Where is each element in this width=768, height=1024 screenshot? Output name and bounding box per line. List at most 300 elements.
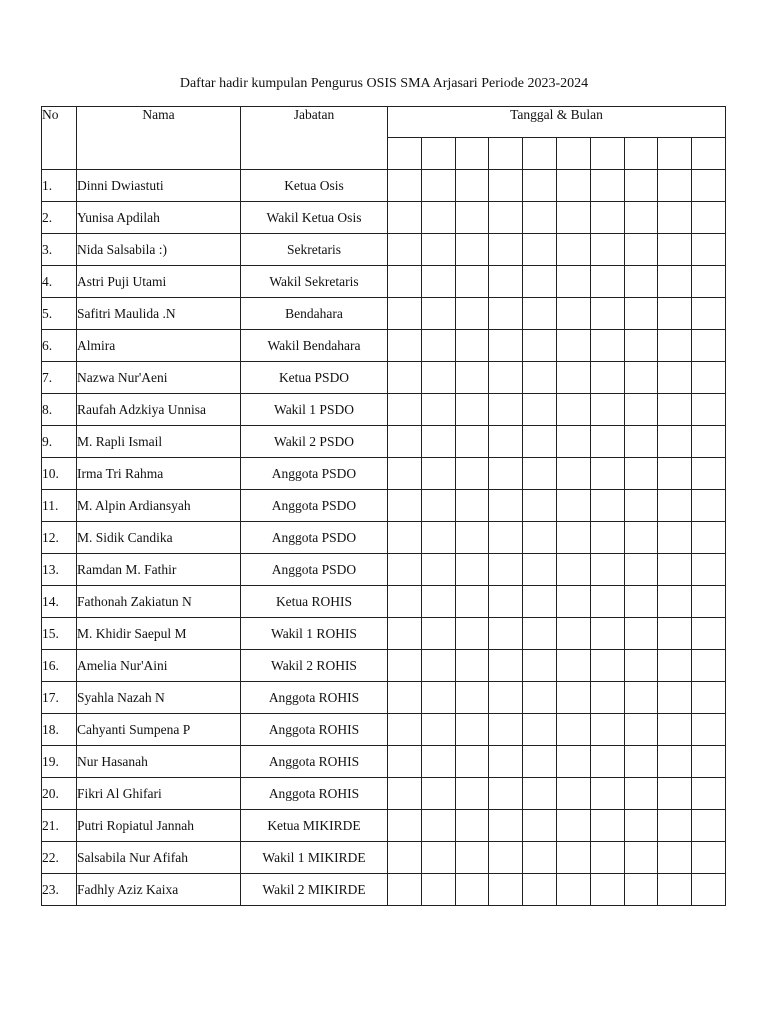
attendance-cell [590,202,624,234]
row-number: 20. [42,778,77,810]
attendance-cell [556,682,590,714]
attendance-cell [692,810,726,842]
attendance-cell [455,394,489,426]
attendance-cell [455,234,489,266]
attendance-cell [692,842,726,874]
attendance-cell [421,170,455,202]
attendance-cell [624,586,658,618]
attendance-cell [658,650,692,682]
attendance-cell [523,874,557,906]
attendance-cell [624,746,658,778]
header-tanggal-bulan: Tanggal & Bulan [388,107,726,138]
header-jabatan: Jabatan [241,107,388,170]
attendance-cell [489,298,523,330]
attendance-cell [421,298,455,330]
date-header-cell [455,138,489,170]
attendance-cell [556,650,590,682]
attendance-cell [523,522,557,554]
attendance-cell [556,170,590,202]
table-row [42,586,726,618]
attendance-cell [455,522,489,554]
attendance-cell [590,778,624,810]
member-position: Ketua PSDO [241,362,388,394]
attendance-cell [388,554,422,586]
attendance-cell [489,490,523,522]
attendance-cell [590,362,624,394]
attendance-cell [489,842,523,874]
member-position: Wakil 1 MIKIRDE [241,842,388,874]
member-name: Fadhly Aziz Kaixa [77,874,241,906]
attendance-cell [692,682,726,714]
date-header-cell [489,138,523,170]
attendance-cell [388,362,422,394]
attendance-cell [658,170,692,202]
date-header-cell [624,138,658,170]
attendance-cell [590,234,624,266]
attendance-cell [556,778,590,810]
attendance-cell [421,234,455,266]
date-header-cell [590,138,624,170]
header-nama: Nama [77,107,241,170]
attendance-cell [388,266,422,298]
attendance-cell [624,874,658,906]
member-name: Almira [77,330,241,362]
row-number: 15. [42,618,77,650]
member-position: Wakil 1 PSDO [241,394,388,426]
attendance-cell [624,714,658,746]
attendance-cell [658,842,692,874]
attendance-cell [658,394,692,426]
attendance-cell [692,586,726,618]
member-name: Salsabila Nur Afifah [77,842,241,874]
attendance-cell [421,778,455,810]
table-row [42,554,726,586]
attendance-cell [692,234,726,266]
member-position: Ketua ROHIS [241,586,388,618]
attendance-cell [624,266,658,298]
attendance-cell [556,266,590,298]
attendance-cell [624,394,658,426]
row-number: 7. [42,362,77,394]
member-name: Cahyanti Sumpena P [77,714,241,746]
attendance-cell [455,650,489,682]
attendance-cell [388,170,422,202]
date-header-cell [692,138,726,170]
attendance-cell [489,650,523,682]
member-name: Irma Tri Rahma [77,458,241,490]
attendance-cell [658,202,692,234]
date-header-cell [556,138,590,170]
member-name: Astri Puji Utami [77,266,241,298]
member-position: Anggota PSDO [241,554,388,586]
attendance-cell [658,234,692,266]
member-position: Wakil 1 ROHIS [241,618,388,650]
attendance-cell [624,330,658,362]
table-row [42,650,726,682]
member-position: Wakil Bendahara [241,330,388,362]
attendance-cell [590,810,624,842]
row-number: 14. [42,586,77,618]
attendance-cell [523,362,557,394]
attendance-cell [590,522,624,554]
table-row [42,618,726,650]
table-row [42,394,726,426]
member-position: Anggota PSDO [241,522,388,554]
member-name: M. Sidik Candika [77,522,241,554]
attendance-cell [489,682,523,714]
attendance-cell [421,362,455,394]
attendance-cell [523,682,557,714]
attendance-cell [692,874,726,906]
attendance-cell [421,554,455,586]
row-number: 4. [42,266,77,298]
member-position: Ketua Osis [241,170,388,202]
attendance-cell [692,362,726,394]
attendance-cell [388,618,422,650]
attendance-cell [388,874,422,906]
member-position: Wakil Ketua Osis [241,202,388,234]
attendance-cell [624,234,658,266]
attendance-cell [455,458,489,490]
attendance-cell [624,362,658,394]
attendance-cell [421,586,455,618]
row-number: 18. [42,714,77,746]
member-position: Wakil 2 ROHIS [241,650,388,682]
attendance-cell [489,458,523,490]
member-position: Sekretaris [241,234,388,266]
attendance-cell [590,746,624,778]
attendance-cell [388,714,422,746]
member-name: Amelia Nur'Aini [77,650,241,682]
attendance-cell [556,298,590,330]
attendance-cell [624,458,658,490]
table-body [42,170,726,906]
attendance-cell [455,298,489,330]
attendance-cell [556,362,590,394]
attendance-cell [590,874,624,906]
row-number: 10. [42,458,77,490]
attendance-cell [692,458,726,490]
attendance-cell [455,362,489,394]
attendance-cell [489,234,523,266]
attendance-cell [421,522,455,554]
attendance-cell [421,394,455,426]
attendance-cell [658,490,692,522]
attendance-cell [455,810,489,842]
table-row [42,842,726,874]
attendance-cell [455,714,489,746]
attendance-cell [455,330,489,362]
attendance-cell [624,554,658,586]
row-number: 11. [42,490,77,522]
table-row [42,490,726,522]
attendance-cell [455,874,489,906]
attendance-cell [590,842,624,874]
member-name: M. Alpin Ardiansyah [77,490,241,522]
table-row [42,426,726,458]
attendance-cell [624,618,658,650]
attendance-cell [523,202,557,234]
attendance-cell [489,202,523,234]
attendance-cell [421,490,455,522]
attendance-cell [523,842,557,874]
date-header-cell [421,138,455,170]
attendance-cell [421,746,455,778]
attendance-cell [556,714,590,746]
table-row [42,458,726,490]
member-position: Anggota ROHIS [241,778,388,810]
attendance-cell [421,650,455,682]
attendance-cell [624,202,658,234]
attendance-cell [658,810,692,842]
row-number: 21. [42,810,77,842]
attendance-cell [388,202,422,234]
attendance-cell [523,714,557,746]
attendance-cell [658,458,692,490]
attendance-cell [624,170,658,202]
row-number: 2. [42,202,77,234]
attendance-cell [692,170,726,202]
attendance-cell [523,810,557,842]
attendance-cell [590,618,624,650]
attendance-cell [590,330,624,362]
attendance-cell [388,490,422,522]
attendance-cell [556,426,590,458]
member-name: Putri Ropiatul Jannah [77,810,241,842]
attendance-cell [556,490,590,522]
attendance-cell [388,522,422,554]
table-row [42,810,726,842]
attendance-cell [455,554,489,586]
member-name: Fikri Al Ghifari [77,778,241,810]
attendance-cell [489,586,523,618]
attendance-cell [455,746,489,778]
attendance-cell [658,874,692,906]
attendance-cell [421,426,455,458]
member-name: Safitri Maulida .N [77,298,241,330]
member-name: Fathonah Zakiatun N [77,586,241,618]
attendance-cell [556,330,590,362]
attendance-cell [489,362,523,394]
attendance-cell [421,202,455,234]
attendance-cell [590,426,624,458]
attendance-cell [658,426,692,458]
row-number: 23. [42,874,77,906]
attendance-cell [489,618,523,650]
attendance-cell [455,490,489,522]
attendance-cell [624,682,658,714]
attendance-cell [388,842,422,874]
attendance-cell [658,618,692,650]
attendance-cell [388,650,422,682]
member-name: Nida Salsabila :) [77,234,241,266]
header-no: No [42,107,77,170]
table-row [42,362,726,394]
attendance-cell [388,778,422,810]
attendance-cell [658,298,692,330]
member-position: Ketua MIKIRDE [241,810,388,842]
attendance-cell [556,394,590,426]
attendance-cell [523,490,557,522]
attendance-cell [658,266,692,298]
attendance-cell [658,682,692,714]
attendance-cell [523,426,557,458]
attendance-cell [523,234,557,266]
member-position: Wakil Sekretaris [241,266,388,298]
attendance-cell [455,202,489,234]
attendance-cell [658,362,692,394]
attendance-cell [489,874,523,906]
member-position: Anggota ROHIS [241,746,388,778]
row-number: 6. [42,330,77,362]
attendance-cell [421,266,455,298]
attendance-cell [523,170,557,202]
attendance-cell [692,746,726,778]
attendance-cell [556,458,590,490]
attendance-cell [590,586,624,618]
attendance-cell [489,746,523,778]
member-name: M. Rapli Ismail [77,426,241,458]
attendance-cell [692,714,726,746]
attendance-cell [388,234,422,266]
attendance-cell [556,810,590,842]
table-row [42,298,726,330]
attendance-cell [455,842,489,874]
attendance-cell [388,458,422,490]
attendance-cell [624,522,658,554]
attendance-cell [388,426,422,458]
attendance-cell [455,682,489,714]
attendance-cell [624,426,658,458]
attendance-cell [455,586,489,618]
row-number: 8. [42,394,77,426]
attendance-cell [692,394,726,426]
member-name: Ramdan M. Fathir [77,554,241,586]
attendance-cell [455,170,489,202]
attendance-cell [421,874,455,906]
row-number: 3. [42,234,77,266]
attendance-cell [489,394,523,426]
attendance-cell [624,298,658,330]
attendance-cell [489,266,523,298]
attendance-cell [692,554,726,586]
attendance-cell [556,202,590,234]
attendance-cell [590,298,624,330]
attendance-cell [590,394,624,426]
attendance-cell [658,778,692,810]
attendance-cell [489,426,523,458]
attendance-cell [590,714,624,746]
attendance-cell [523,746,557,778]
attendance-cell [658,586,692,618]
attendance-cell [624,650,658,682]
attendance-cell [692,778,726,810]
table-row [42,746,726,778]
attendance-cell [489,170,523,202]
attendance-cell [556,234,590,266]
member-position: Anggota ROHIS [241,682,388,714]
attendance-cell [421,618,455,650]
attendance-cell [421,330,455,362]
date-header-cell [658,138,692,170]
member-name: M. Khidir Saepul M [77,618,241,650]
member-position: Wakil 2 MIKIRDE [241,874,388,906]
attendance-cell [624,490,658,522]
row-number: 1. [42,170,77,202]
attendance-cell [523,778,557,810]
attendance-cell [421,810,455,842]
date-header-cell [388,138,422,170]
row-number: 12. [42,522,77,554]
member-name: Nazwa Nur'Aeni [77,362,241,394]
table-row [42,778,726,810]
attendance-cell [556,746,590,778]
attendance-cell [590,682,624,714]
attendance-cell [455,266,489,298]
attendance-cell [658,330,692,362]
member-position: Anggota PSDO [241,490,388,522]
attendance-cell [388,298,422,330]
attendance-cell [489,714,523,746]
attendance-cell [692,202,726,234]
table-row [42,202,726,234]
attendance-cell [421,842,455,874]
table-row [42,874,726,906]
attendance-cell [692,522,726,554]
date-header-cell [523,138,557,170]
attendance-cell [692,490,726,522]
row-number: 19. [42,746,77,778]
member-position: Anggota ROHIS [241,714,388,746]
attendance-cell [523,554,557,586]
attendance-cell [523,586,557,618]
row-number: 13. [42,554,77,586]
member-name: Yunisa Apdilah [77,202,241,234]
attendance-cell [556,874,590,906]
attendance-cell [489,522,523,554]
member-position: Wakil 2 PSDO [241,426,388,458]
attendance-cell [556,554,590,586]
attendance-cell [388,586,422,618]
table-row [42,714,726,746]
attendance-cell [658,522,692,554]
attendance-cell [624,778,658,810]
attendance-cell [556,618,590,650]
table-row [42,522,726,554]
attendance-cell [658,746,692,778]
attendance-cell [556,522,590,554]
attendance-cell [692,266,726,298]
attendance-cell [421,458,455,490]
attendance-cell [523,298,557,330]
attendance-cell [388,682,422,714]
row-number: 22. [42,842,77,874]
attendance-cell [590,490,624,522]
attendance-cell [556,586,590,618]
attendance-table [41,106,726,906]
table-row [42,266,726,298]
member-name: Syahla Nazah N [77,682,241,714]
attendance-cell [421,714,455,746]
attendance-cell [692,330,726,362]
attendance-cell [489,330,523,362]
attendance-cell [624,810,658,842]
table-row [42,170,726,202]
table-row [42,682,726,714]
attendance-cell [692,650,726,682]
attendance-cell [489,810,523,842]
attendance-cell [692,618,726,650]
